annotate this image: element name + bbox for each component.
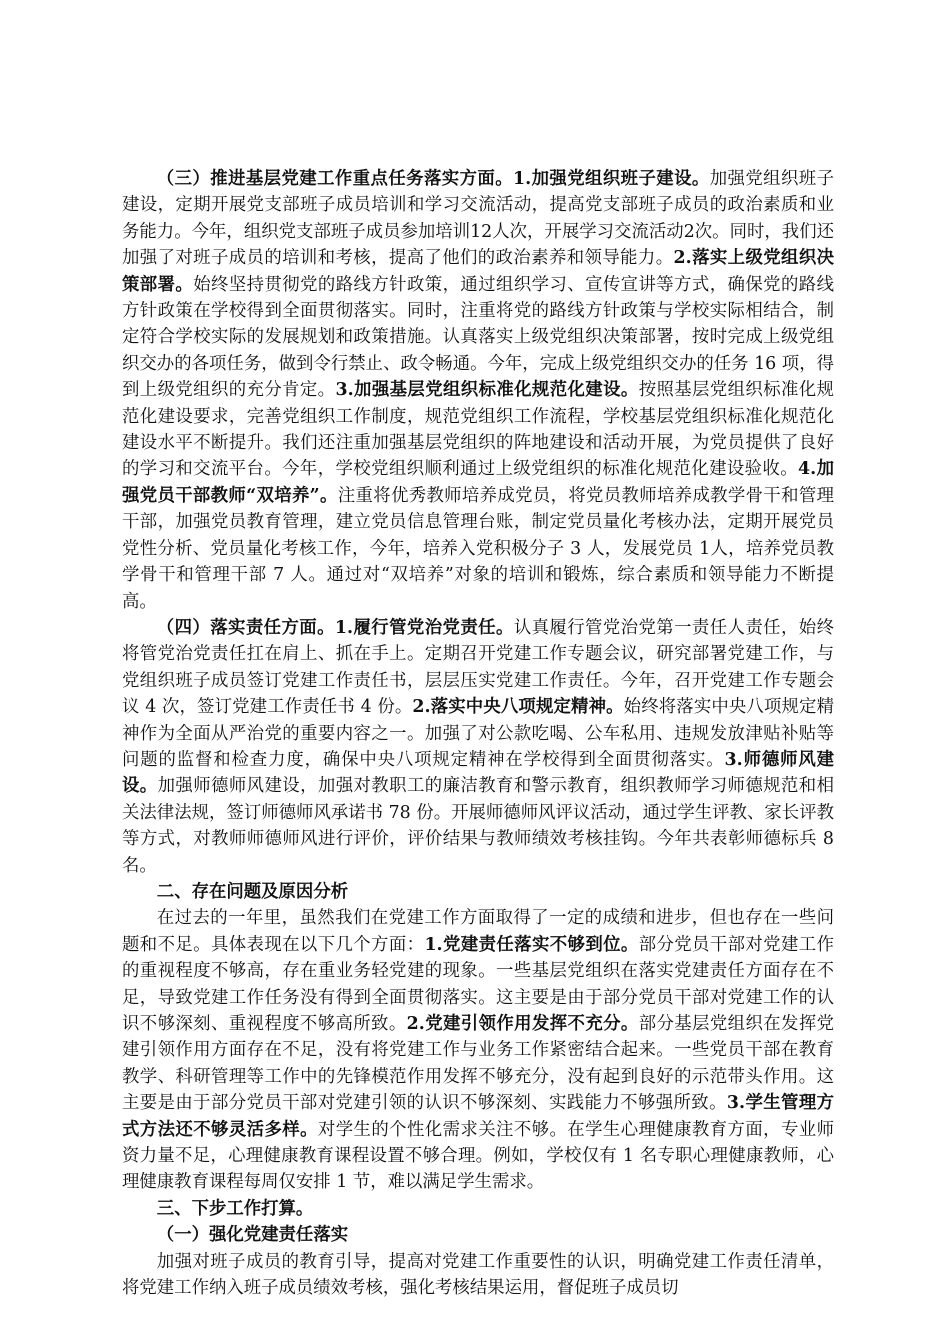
item-text: 对学生的个性化需求关注不够。在学生心理健康教育方面，专业师资力量不足，心理健康教育课程设置不够合理。例如，学校仅有 1 名专职心理健康教师，心理健康教育课程每周仅安排 1 节，难以满足学生需求。 <box>122 1119 834 1193</box>
section-heading-plans: 三、下步工作打算。 <box>156 1198 314 1219</box>
item-text: 加强党组织班子建设，定期开展党支部班子成员培训和学习交流活动，提高党支部班子成员的政治素质和业务能力。今年，组织党支部班子成员参加培训12人次，开展学习交流活动2次。同时，我们还加强了对班子成员的培训和考核，提高了他们的政治素养和领导能力。 <box>122 169 834 269</box>
item-title: 2.党建引领作用发挥不充分。 <box>406 1014 639 1034</box>
item-title: 3.加强基层党组织标准化规范化建设。 <box>335 380 639 401</box>
item-title: 1.加强党组织班子建设。 <box>513 169 710 189</box>
item-title: 2.落实上级党组织决策部署。 <box>122 248 834 295</box>
problems-intro: 在过去的一年里，虽然我们在党建工作方面取得了一定的成绩和进步，但也存在一些问题和不足。具体表现在以下几个方面： <box>122 908 834 955</box>
item-text: 加强师德师风建设，加强对教职工的廉洁教育和警示教育，组织教师学习师德规范和相关法律法规，签订师德师风承诺书 78 份。开展师德师风评议活动，通过学生评教、家长评教等方式，对教师师德师风进行评价，评价结果与教师绩效考核挂钩。今年共表彰师德标兵 8 名。 <box>122 776 834 876</box>
plans-text: 加强对班子成员的教育引导，提高对党建工作重要性的认识，明确党建工作责任清单，将党建工作纳入班子成员绩效考核，强化考核结果运用，督促班子成员切 <box>122 1251 834 1299</box>
paragraph-plans <box>122 1249 834 1302</box>
item-text: 按照基层党组织标准化规范化建设要求，完善党组织工作制度，规范党组织工作流程，学校基层党组织标准化规范化建设水平不断提升。我们还注重加强基层党组织的阵地建设和活动开展，为党员提供了良好的学习和交流平台。今年，学校党组织顺利通过上级党组织的标准化规范化建设验收。 <box>122 380 834 480</box>
item-text: 注重将优秀教师培养成党员，将党员教师培养成教学骨干和管理干部，加强党员教育管理，建立党员信息管理台账，制定党员量化考核办法，定期开展党员党性分析、党员量化考核工作，今年，培养入党积极分子 3 人，发展党员 1人，培养党员教学骨干和管理干部 7 人。通过对“双培养”对象的培训和锻炼，综合素质和领导能力不断提高。 <box>122 485 834 612</box>
item-text: 始终坚持贯彻党的路线方针政策，通过组织学习、宣传宣讲等方式，确保党的路线方针政策在学校得到全面贯彻落实。同时，注重将党的路线方针政策与学校实际相结合，制定符合学校实际的发展规划和政策措施。认真落实上级党组织决策部署，按时完成上级党组织交办的各项任务，做到令行禁止、政令畅通。今年，完成上级党组织交办的任务 16 项，得到上级党组织的充分肯定。 <box>122 274 834 401</box>
paragraph-party-tasks <box>122 166 834 615</box>
item-title: 3.师德师风建设。 <box>122 749 834 797</box>
section-heading-problems: 二、存在问题及原因分析 <box>156 881 349 902</box>
document-page <box>122 166 834 1301</box>
item-title: 1.党建责任落实不够到位。 <box>424 934 639 955</box>
item-title: 2.落实中央八项规定精神。 <box>412 697 624 718</box>
item-text: 部分基层党组织在发挥党建引领作用方面存在不足，没有将党建工作与业务工作紧密结合起来。一些党员干部在教育教学、科研管理等工作中的先锋模范作用发挥不够充分，没有起到良好的示范带头作用。这主要是由于部分党员干部对党建引领的认识不够深刻、实践能力不够强所致。 <box>122 1014 834 1114</box>
section-heading-responsibility: （四）落实责任方面。 <box>156 617 335 638</box>
item-title: 4.加强党员干部教师“双培养”。 <box>122 459 834 506</box>
paragraph-problems <box>122 905 834 1195</box>
item-text: 部分党员干部对党建工作的重视程度不够高，存在重业务轻党建的现象。一些基层党组织在落实党建责任方面存在不足，导致党建工作任务没有得到全面贯彻落实。这主要是由于部分党员干部对党建工作的认识不够深刻、重视程度不够高所致。 <box>122 934 834 1034</box>
paragraph-responsibility <box>122 615 834 879</box>
item-title: 1.履行管党治党责任。 <box>334 617 514 638</box>
subheading-strengthen-responsibility: （一）强化党建责任落实 <box>156 1225 349 1246</box>
section-heading-party-tasks: （三）推进基层党建工作重点任务落实方面。 <box>156 169 514 189</box>
item-title: 3.学生管理方式方法还不够灵活多样。 <box>122 1093 834 1140</box>
item-text: 认真履行管党治党第一责任人责任，始终将管党治党责任扛在肩上、抓在手上。定期召开党建工作专题会议，研究部署党建工作，与党组织班子成员签订党建工作责任书，层层压实党建工作责任。今年，召开党建工作专题会议 4 次，签订党建工作责任书 4 份。 <box>122 617 834 718</box>
item-text: 始终将落实中央八项规定精神作为全面从严治党的重要内容之一。加强了对公款吃喝、公车私用、违规发放津贴补贴等问题的监督和检查力度，确保中央八项规定精神在学校得到全面贯彻落实。 <box>122 697 834 770</box>
